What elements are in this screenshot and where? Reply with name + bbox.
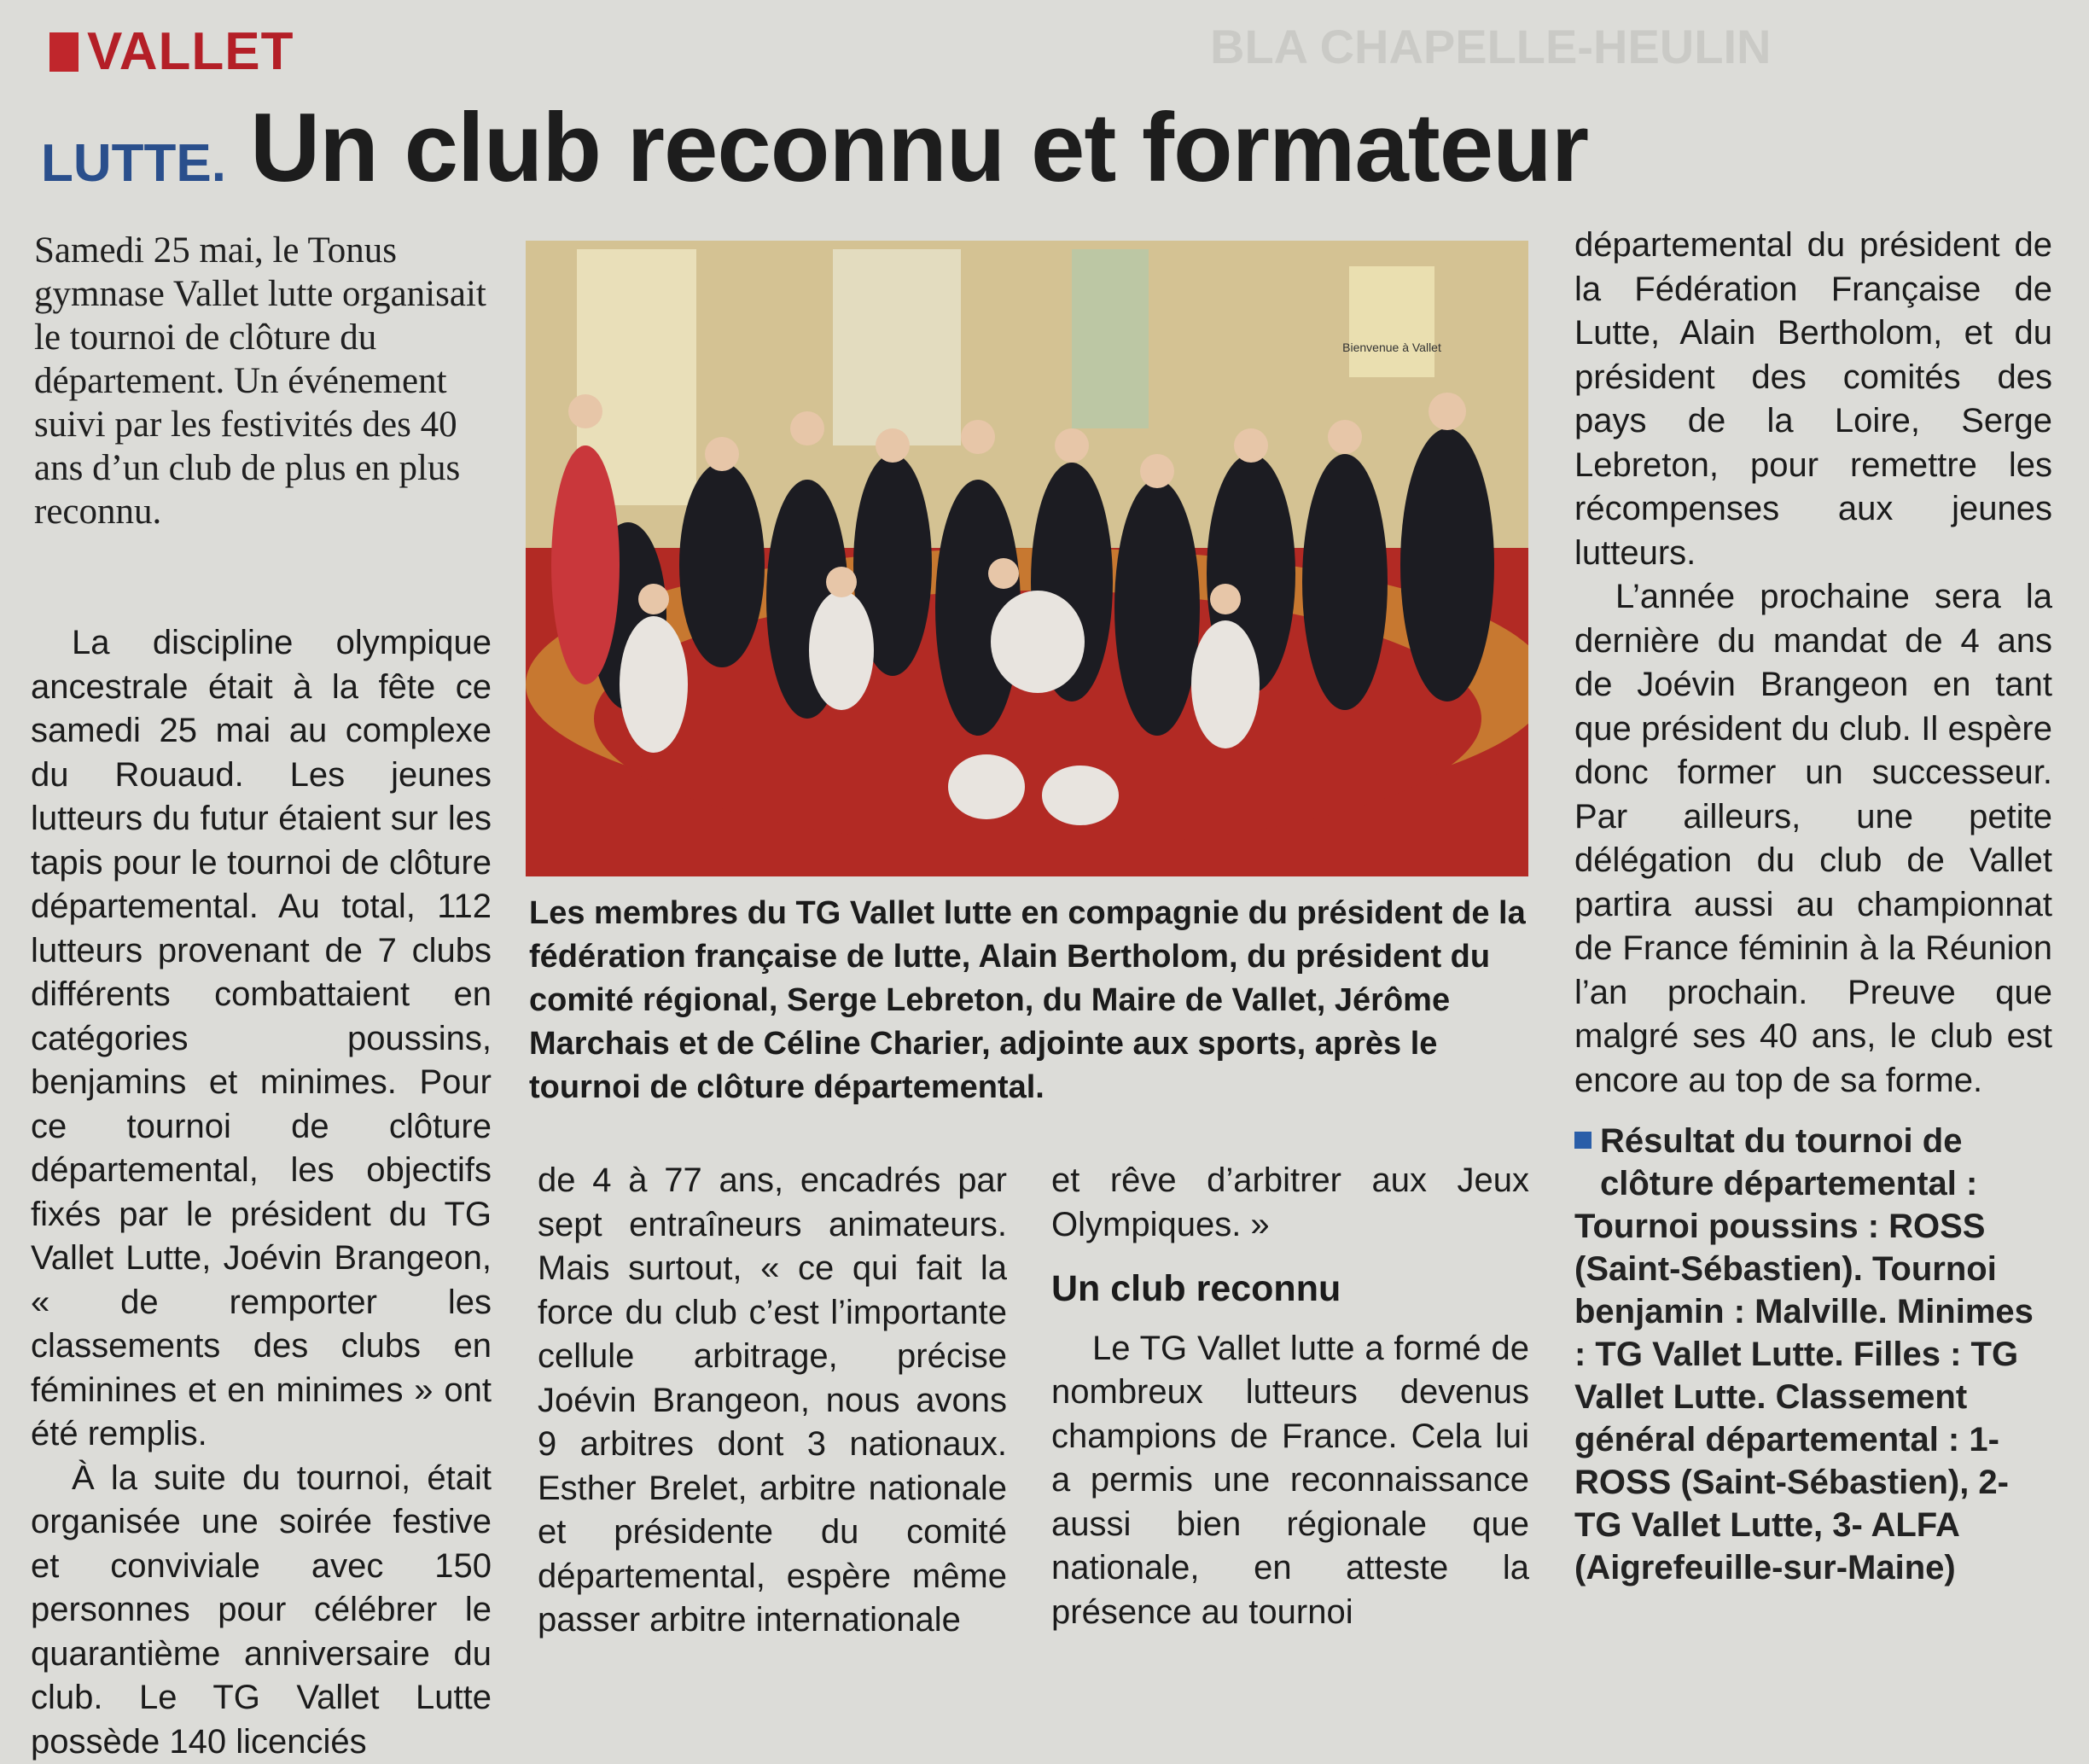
body-paragraph: L’année prochaine sera la dernière du mandat de 4 ans de Joévin Brangeon en tant que président du club. Il espère donc former un successeur. Par ailleurs, une petite délégation du club de Vallet partira aussi au championnat de France féminin à la Réunion l’an prochain. Preuve que malgré ses 40 ans, le club est encore au top de sa forme. [1574, 575, 2052, 1103]
team-photo-illustration [526, 241, 1528, 876]
section-marker-icon [49, 32, 79, 72]
results-title: Résultat du tournoi de clôture départemental : [1600, 1120, 2052, 1205]
results-heading [1574, 1120, 2052, 1205]
body-paragraph: La discipline olympique ancestrale était à la fête ce samedi 25 mai au complexe du Rouaud. Les jeunes lutteurs du futur étaient sur les tapis pour le tournoi de clôture départemental. Au total, 112 lutteurs provenant de 7 clubs différents combattaient en catégories poussins, benjamins et minimes. Pour ce tournoi de clôture départemental, les objectifs fixés par le président du TG Vallet Lutte, Joévin Brangeon, « de remporter les classements des clubs en féminines et en minimes » ont été remplis. [31, 621, 492, 1457]
column-2 [538, 1159, 1007, 1643]
body-paragraph: départemental du président de la Fédération Française de Lutte, Alain Bertholom, et du président des comités des pays de la Loire, Serge Lebreton, pour remettre les récompenses aux jeunes lutteurs. [1574, 224, 2052, 575]
wall-banner-text: Bienvenue à Vallet [1342, 341, 1441, 354]
article-title: Un club reconnu et formateur [250, 92, 1588, 204]
photo-caption: Les membres du TG Vallet lutte en compagnie du président de la fédération française de lutte, Alain Bertholom, du président du comité régional, Serge Lebreton, du Maire de Vallet, Jérôme Marchais et de Céline Charier, adjointe aux sports, après le tournoi de clôture départemental. [529, 892, 1536, 1109]
body-paragraph: Le TG Vallet lutte a formé de nombreux lutteurs devenus champions de France. Cela lui a permis une reconnaissance aussi bien régionale que nationale, en atteste la présence au tournoi [1051, 1327, 1529, 1635]
results-box [1574, 1120, 2052, 1589]
section-header [49, 26, 294, 79]
body-paragraph: de 4 à 77 ans, encadrés par sept entraîneurs animateurs. Mais surtout, « ce qui fait la force du club c’est l’importante cellule arbitrage, précise Joévin Brangeon, nous avons 9 arbitres dont 3 nationaux. Esther Brelet, arbitre nationale et présidente du comité départemental, espère même passer arbitre internationale [538, 1159, 1007, 1643]
body-paragraph: À la suite du tournoi, était organisée une soirée festive et conviviale avec 150 personnes pour célébrer le quarantième anniversaire du club. Le TG Vallet Lutte possède 140 licenciés [31, 1457, 492, 1764]
square-bullet-icon [1574, 1132, 1591, 1149]
article-photo [526, 241, 1528, 876]
adjacent-page-bleed-text: BLA CHAPELLE-HEULIN [1039, 0, 2089, 222]
column-4 [1574, 224, 2052, 1103]
column-3 [1051, 1159, 1529, 1634]
subheading: Un club reconnu [1051, 1267, 1529, 1312]
results-body: Tournoi poussins : ROSS (Saint-Sébastien). Tournoi benjamin : Malville. Minimes : TG Vallet Lutte. Filles : TG Vallet Lutte. Classement général départemental : 1- ROSS (Saint-Sébastien), 2- TG Vallet Lutte, 3- ALFA (Aigrefeuille-sur-Maine) [1574, 1205, 2052, 1589]
section-label: VALLET [87, 26, 294, 79]
lead-paragraph: Samedi 25 mai, le Tonus gymnase Vallet lutte organisait le tournoi de clôture du département. Un événement suivi par les festivités des 40 ans d’un club de plus en plus reconnu. [34, 229, 493, 533]
headline [41, 92, 1588, 204]
kicker: LUTTE. [41, 133, 226, 194]
column-1 [31, 621, 492, 1764]
body-paragraph: et rêve d’arbitrer aux Jeux Olympiques. » [1051, 1159, 1529, 1247]
